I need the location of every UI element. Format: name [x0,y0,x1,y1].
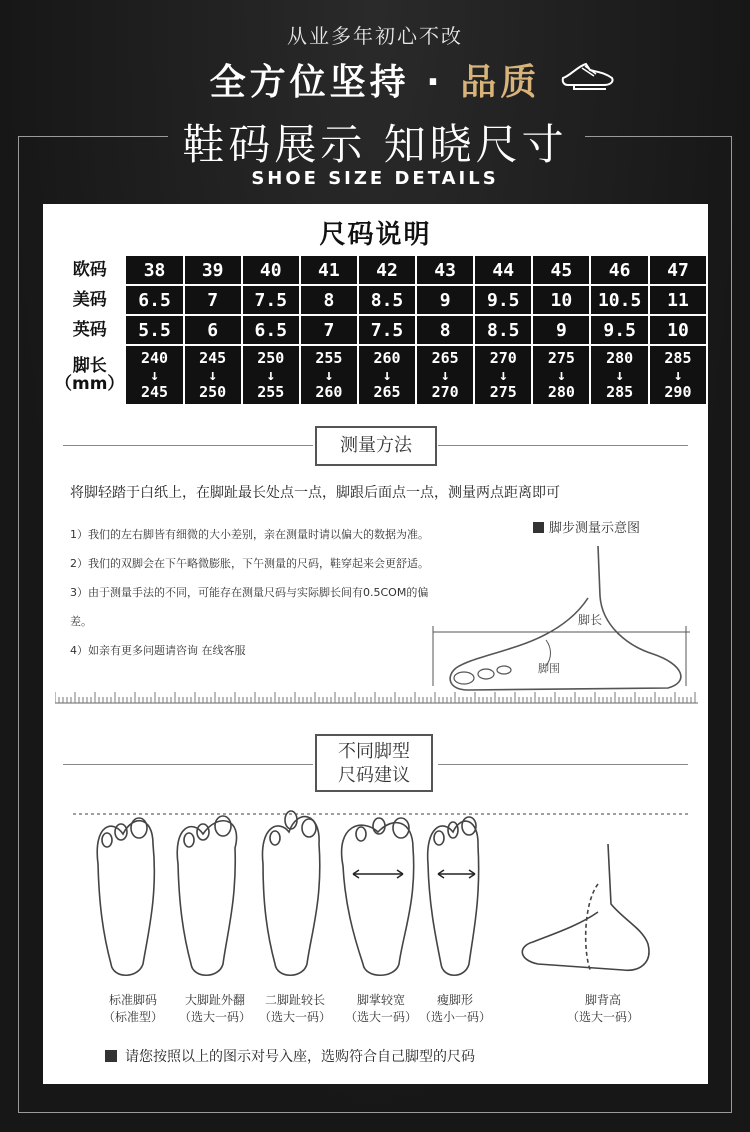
size-cell: 40 [243,256,299,284]
method-instruction: 将脚轻踏于白纸上，在脚趾最长处点一点，脚跟后面点一点，测量两点距离即可 [70,485,560,501]
size-row-label: 脚长 （mm） [55,356,125,394]
diagram-label-girth: 脚围 [538,662,560,675]
frame-line-left [18,136,168,137]
frame-line-bottom [18,1112,732,1113]
frame-line-right-vertical [731,136,732,1112]
shoe-icon [560,58,616,92]
headline-gold: 品质 [460,62,541,103]
size-row-label: 美码 [72,290,107,310]
foot-type-wide: 脚掌较宽 （选大一码） [344,993,417,1024]
note-item: 4）如亲有更多问题请咨询 在线客服 [70,644,246,657]
size-cell: 8.5 [475,316,531,344]
size-row [55,256,706,284]
size-cell: 11 [650,286,706,314]
note-item: 差。 [70,615,92,628]
size-row-length [55,346,706,404]
size-cell: 8 [417,316,473,344]
size-cell: 45 [533,256,589,284]
size-cell: 8 [301,286,357,314]
size-cell: 9 [533,316,589,344]
length-cell: 270 ↓ 275 [475,346,531,404]
size-table [53,254,708,406]
size-cell: 6 [185,316,241,344]
size-cell: 7 [301,316,357,344]
divider-right [438,445,688,446]
size-cell: 46 [591,256,648,284]
length-cell: 265 ↓ 270 [417,346,473,404]
diagram-label-length: 脚长 [578,613,603,627]
size-cell: 8.5 [359,286,415,314]
size-cell: 7.5 [243,286,299,314]
length-cell: 280 ↓ 285 [591,346,648,404]
length-cell: 245 ↓ 250 [185,346,241,404]
size-row [55,286,706,314]
headline [0,54,750,105]
headline-main: 全方位坚持 [209,62,410,103]
size-cell: 41 [301,256,357,284]
square-bullet-icon [105,1050,117,1062]
tagline: 从业多年初心不改 [287,24,463,48]
size-cell: 10 [533,286,589,314]
section-title: 鞋码展示 知晓尺寸 [182,120,568,169]
size-cell: 6.5 [243,316,299,344]
size-chart-card [43,204,708,1084]
size-cell: 7 [185,286,241,314]
length-cell: 250 ↓ 255 [243,346,299,404]
foot-type-bunion: 大脚趾外翻 （选大一码） [178,993,251,1024]
size-cell: 7.5 [359,316,415,344]
length-cell: 240 ↓ 245 [126,346,182,404]
divider-right-2 [438,764,688,765]
size-cell: 5.5 [126,316,182,344]
length-cell: 260 ↓ 265 [359,346,415,404]
foot-type-slim: 瘦脚形 （选小一码） [418,993,491,1024]
section-subtitle: SHOE SIZE DETAILS [251,168,499,189]
size-cell: 47 [650,256,706,284]
size-cell: 9.5 [591,316,648,344]
square-bullet-icon [533,522,544,533]
foot-type-high-instep: 脚背高 （选大一码） [566,993,639,1024]
size-cell: 44 [475,256,531,284]
foot-type-standard: 标准脚码 （标准型） [102,993,163,1024]
size-row-label: 欧码 [72,260,107,280]
size-cell: 38 [126,256,182,284]
size-cell: 6.5 [126,286,182,314]
diagram-caption: 脚步测量示意图 [533,517,640,536]
length-cell: 275 ↓ 280 [533,346,589,404]
size-cell: 9 [417,286,473,314]
note-item: 3）由于测量手法的不同，可能存在测量尺码与实际脚长间有0.5COM的偏 [70,586,429,599]
size-cell: 39 [185,256,241,284]
frame-line-right [585,136,732,137]
length-cell: 285 ↓ 290 [650,346,706,404]
ruler [55,690,698,704]
foot-measure-diagram [428,536,698,696]
foot-types-heading: 不同脚型 尺码建议 [315,734,433,792]
card-title: 尺码说明 [319,220,432,250]
length-cell: 255 ↓ 260 [301,346,357,404]
size-row [55,316,706,344]
size-row-label: 英码 [72,320,107,340]
frame-line-left-vertical [18,136,19,1112]
size-cell: 43 [417,256,473,284]
divider-left-2 [63,764,313,765]
foot-type-long-second-toe: 二脚趾较长 （选大一码） [258,993,331,1024]
headline-dot: · [426,62,444,103]
bottom-note: 请您按照以上的图示对号入座，选购符合自己脚型的尺码 [105,1046,475,1066]
size-cell: 10.5 [591,286,648,314]
note-item: 1）我们的左右脚皆有细微的大小差别，亲在测量时请以偏大的数据为准。 [70,528,429,541]
method-notes [70,526,490,671]
size-cell: 10 [650,316,706,344]
note-item: 2）我们的双脚会在下午略微膨胀，下午测量的尺码，鞋穿起来会更舒适。 [70,557,429,570]
divider-left [63,445,313,446]
size-cell: 9.5 [475,286,531,314]
method-heading: 测量方法 [315,426,437,466]
size-cell: 42 [359,256,415,284]
